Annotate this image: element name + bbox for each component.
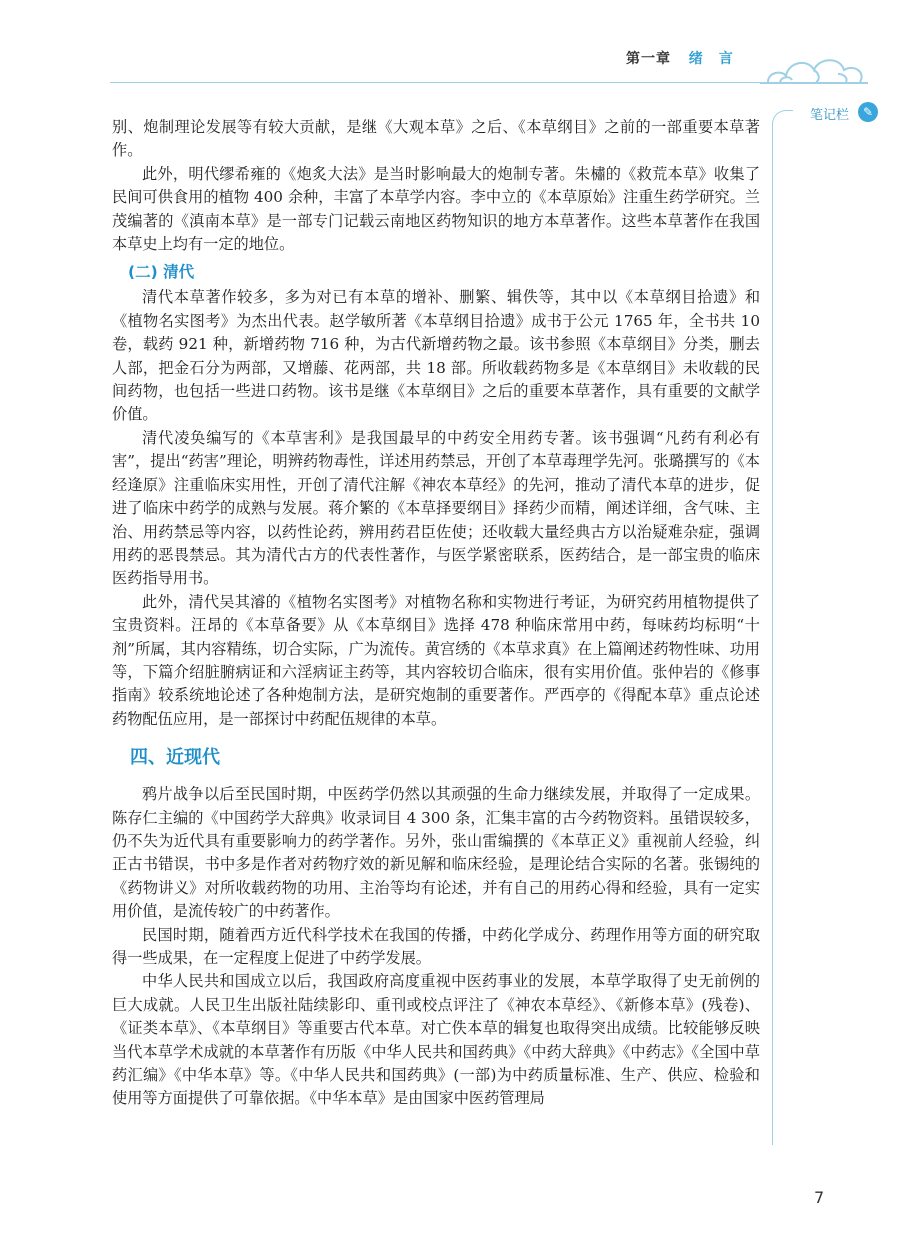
margin-rule-corner [772, 110, 793, 127]
paragraph: 鸦片战争以后至民国时期，中医药学仍然以其顽强的生命力继续发展，并取得了一定成果。陈存仁主编的《中国药学大辞典》收录词目 4 300 条，汇集丰富的古今药物资料。虽错误较多，仍不失为近代具有重要影响力的药学著作。另外，张山雷编撰的《本草正义》重视前人经验，纠正古书错误，书中多是作者对药物疗效的新见解和临床经验，是理论结合实际的名著。张锡纯的《药物讲义》对所收载药物的功用、主治等均有论述，并有自己的用药心得和经验，具有一定实用价值，是流传较广的中药著作。 [112, 785, 760, 921]
paragraph: 此外，清代吴其濬的《植物名实图考》对植物名称和实物进行考证，为研究药用植物提供了宝贵资料。汪昂的《本草备要》从《本草纲目》选择 478 种临床常用中药，每味药均标明“十剂”所属，其内容精练，切合实际，广为流传。黄宫绣的《本草求真》在上篇阐述药物性味、功用等，下篇介绍脏腑病证和六淫病证主药等，其内容较切合临床，很有实用价值。张仲岩的《修事指南》较系统地论述了各种炮制方法，是研究炮制的重要著作。严西亭的《得配本草》重点论述药物配伍应用，是一部探讨中药配伍规律的本草。 [112, 592, 760, 728]
header-rule [110, 82, 760, 83]
paragraph: 民国时期，随着西方近代科学技术在我国的传播，中药化学成分、药理作用等方面的研究取得一些成果，在一定程度上促进了中药学发展。 [112, 925, 760, 967]
page-number: 7 [814, 1188, 825, 1207]
chapter-number: 第一章 [626, 51, 671, 67]
margin-rule [772, 125, 773, 1145]
paragraph: 清代凌奂编写的《本草害利》是我国最早的中药安全用药专著。该书强调“凡药有利必有害”，提出“药害”理论，明辨药物毒性，详述用药禁忌，开创了本草毒理学先河。张璐撰写的《本经逢原》注重临床实用性，开创了清代注解《神农本草经》的先河，推动了清代本草的进步，促进了临床中药学的成熟与发展。蒋介繁的《本草择要纲目》择药少而精，阐述详细，含气味、主治、用药禁忌等内容，以药性论药，辨用药君臣佐使；还收载大量经典古方以治疑难杂症，强调用药的恶畏禁忌。其为清代古方的代表性著作，与医学紧密联系，医药结合，是一部宝贵的临床医药指导用书。 [112, 428, 760, 588]
paragraph: 清代本草著作较多，多为对已有本草的增补、删繁、辑佚等，其中以《本草纲目拾遗》和《植物名实图考》为杰出代表。赵学敏所著《本草纲目拾遗》成书于公元 1765 年，全书共 10 卷，载药 921 种，新增药物 716 种，为古代新增药物之最。该书参照《本草纲目》分类，删去人部，把金石分为两部，又增藤、花两部，共 18 部。所收载药物多是《本草纲目》未收载的民间药物，也包括一些进口药物。该书是继《本草纲目》之后的重要本草著作，具有重要的文献学价值。 [112, 288, 760, 424]
notes-column-label: 笔记栏 [810, 108, 850, 123]
paragraph: 此外，明代缪希雍的《炮炙大法》是当时影响最大的炮制专著。朱橚的《救荒本草》收集了民间可供食用的植物 400 余种，丰富了本草学内容。李中立的《本草原始》注重生药学研究。兰茂编著的《滇南本草》是一部专门记载云南地区药物知识的地方本草著作。这些本草著作在我国本草史上均有一定的地位。 [112, 164, 760, 254]
cloud-ornament-icon [760, 44, 870, 94]
subsection-heading: (二) 清代 [128, 263, 195, 282]
chapter-title: 绪 言 [688, 51, 734, 67]
running-head [626, 48, 734, 68]
page-body [112, 116, 760, 1111]
pen-icon: ✎ [858, 102, 878, 122]
paragraph: 别、炮制理论发展等有较大贡献，是继《大观本草》之后、《本草纲目》之前的一部重要本草著作。 [112, 118, 760, 160]
page-header [0, 44, 900, 94]
section-heading: 四、近现代 [130, 747, 220, 769]
paragraph: 中华人民共和国成立以后，我国政府高度重视中医药事业的发展，本草学取得了史无前例的巨大成就。人民卫生出版社陆续影印、重刊或校点评注了《神农本草经》、《新修本草》(残卷)、《证类本草》、《本草纲目》等重要古代本草。对亡佚本草的辑复也取得突出成绩。比较能够反映当代本草学术成就的本草著作有历版《中华人民共和国药典》《中药大辞典》《中药志》《全国中草药汇编》《中华本草》等。《中华人民共和国药典》(一部)为中药质量标准、生产、供应、检验和使用等方面提供了可靠依据。《中华本草》是由国家中医药管理局 [112, 972, 760, 1108]
